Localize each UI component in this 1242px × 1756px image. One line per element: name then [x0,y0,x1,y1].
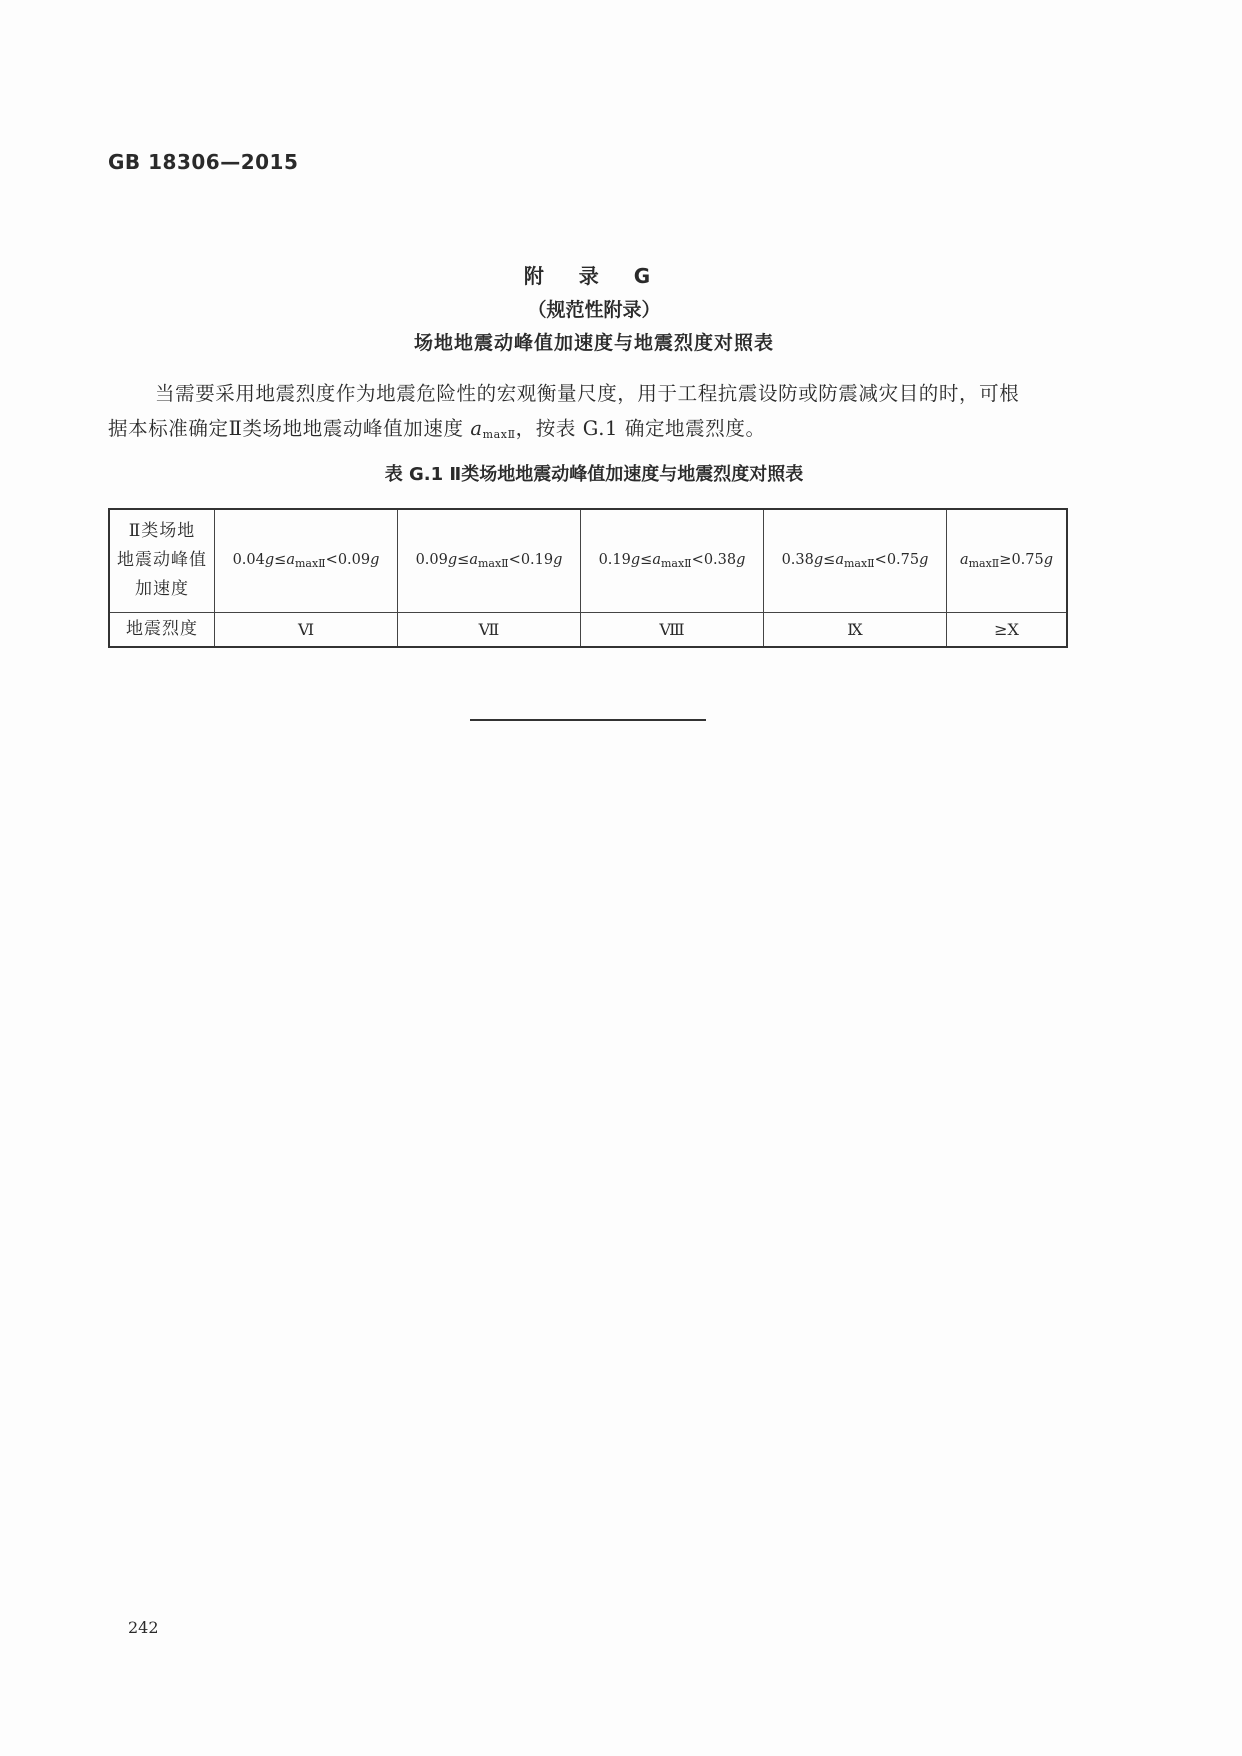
range-cell-1 [215,509,398,612]
range-cell-5 [947,509,1068,612]
symbol-a: a [469,551,478,568]
range-low: 0.09 [415,551,448,568]
symbol-subscript: maxⅡ [660,556,692,570]
page-number: 242 [128,1618,159,1637]
intensity-cell-2: Ⅶ [398,612,581,647]
operator-lt: < [325,551,338,568]
table-row-acceleration [109,509,1067,612]
row-header-acceleration [109,509,215,612]
range-high: 0.09 [337,551,371,568]
range-high: 0.75 [886,551,920,568]
range-high: 0.38 [703,551,737,568]
symbol-a: a [835,551,844,568]
unit-g: g [447,551,458,568]
unit-g: g [813,551,824,568]
unit-g: g [630,551,641,568]
intensity-table [108,508,1068,648]
row-header-intensity: 地震烈度 [109,612,215,647]
symbol-a: a [470,417,483,440]
range-low: 0.04 [232,551,265,568]
range-cell-4 [764,509,947,612]
operator-le: ≤ [274,551,287,568]
operator-lt: < [691,551,704,568]
row-header-line: Ⅱ类场地 [128,521,196,542]
intensity-cell-1: Ⅵ [215,612,398,647]
operator-le: ≤ [640,551,653,568]
unit-g: g [736,551,746,568]
symbol-subscript: maxⅡ [482,428,516,441]
paragraph-line-1: 当需要采用地震烈度作为地震危险性的宏观衡量尺度，用于工程抗震设防或防震减灾目的时，可根 [155,382,1020,405]
paragraph-line-2-pre: 据本标准确定Ⅱ类场地地震动峰值加速度 [108,417,471,440]
table-caption: 表 G.1 Ⅱ类场地地震动峰值加速度与地震烈度对照表 [384,464,804,485]
operator-le: ≤ [457,551,470,568]
operator-le: ≤ [823,551,836,568]
symbol-subscript: maxⅡ [843,556,875,570]
range-cell-2 [398,509,581,612]
symbol-subscript: maxⅡ [968,556,1000,570]
unit-g: g [919,551,929,568]
range-low: 0.19 [598,551,631,568]
symbol-subscript: maxⅡ [477,556,509,570]
operator-lt: < [508,551,521,568]
unit-g: g [553,551,563,568]
intensity-cell-4: Ⅸ [764,612,947,647]
intensity-cell-3: Ⅷ [581,612,764,647]
operator-lt: < [874,551,887,568]
unit-g: g [1043,551,1054,568]
appendix-name: 场地地震动峰值加速度与地震烈度对照表 [413,332,774,354]
range-low: 0.38 [781,551,814,568]
symbol-subscript: maxⅡ [294,556,326,570]
range-low: 0.75 [1011,551,1044,568]
symbol-a: a [959,551,969,568]
unit-g: g [370,551,380,568]
paragraph-line-2 [108,413,1068,441]
appendix-type: （规范性附录） [527,299,661,321]
table-row-intensity [109,612,1067,647]
symbol-a: a [286,551,295,568]
paragraph-line-2-post: ，按表 G.1 确定地震烈度。 [515,417,766,440]
row-header-line: 地震动峰值 [117,550,207,571]
unit-g: g [264,551,275,568]
standard-code: GB 18306—2015 [108,150,299,174]
appendix-title: 附 录 G [523,264,665,288]
end-rule [470,719,706,721]
row-header-line: 加速度 [135,579,189,600]
operator-ge: ≥ [999,551,1012,568]
symbol-a: a [652,551,661,568]
intensity-cell-5: ≥Ⅹ [947,612,1068,647]
range-cell-3 [581,509,764,612]
range-high: 0.19 [520,551,554,568]
